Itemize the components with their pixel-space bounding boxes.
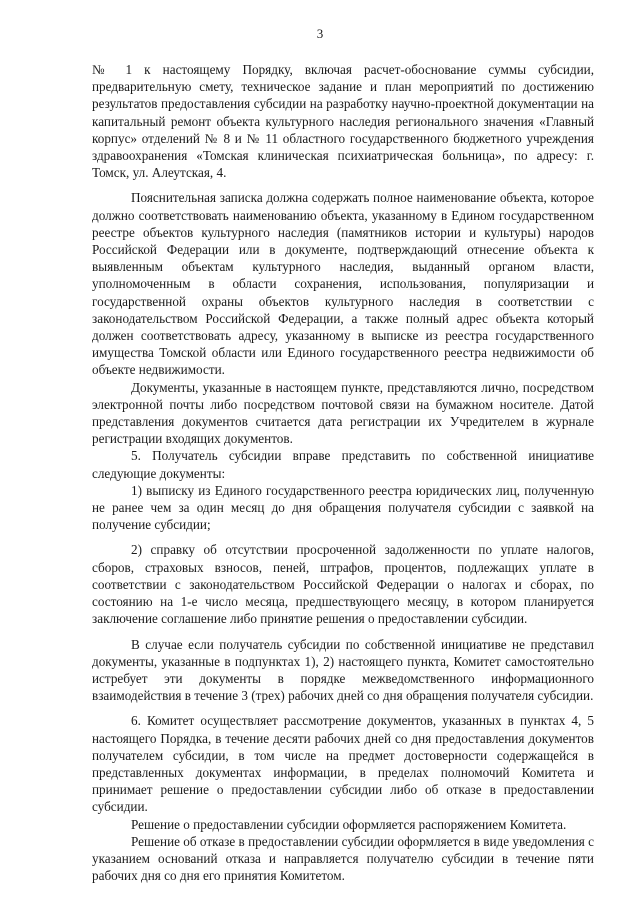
document-body: [92, 61, 594, 884]
paragraph-committee-request: В случае если получатель субсидии по собственной инициативе не представил документы, указанные в подпунктах 1), 2) настоящего пункта, Комитет самостоятельно истребует эти документы в порядке межведомственного информационного взаимодействия в течение 3 (трех) рабочих дней со дня обращения получателя субсидии.: [92, 636, 594, 704]
paragraph-explanatory-note: Пояснительная записка должна содержать полное наименование объекта, которое должно соответствовать наименованию объекта, указанному в Едином государственном реестре объектов культурного наследия (памятников истории и культуры) народов Российской Федерации или в документе, подтверждающий отнесение объекта к выявленным объектам культурного наследия, выданный органом власти, уполномоченным в области сохранения, использования, популяризации и государственной охраны объектов культурного наследия в соответствии с законодательством Российской Федерации, а также полный адрес объекта который должен соответствовать адресу, указанному в выписке из реестра государственного имущества Томской области или Единого государственного реестра недвижимости об объекте недвижимости.: [92, 190, 594, 378]
paragraph-decision-refusal: Решение об отказе в предоставлении субсидии оформляется в виде уведомления с указанием оснований отказа и направляется получателю субсидии в течение пяти рабочих дня со дня его принятия Комитетом.: [92, 833, 594, 884]
paragraph-item-5: 5. Получатель субсидии вправе представить по собственной инициативе следующие документы:: [92, 448, 594, 481]
paragraph-subitem-2: 2) справку об отсутствии просроченной задолженности по уплате налогов, сборов, страховых взносов, пеней, штрафов, процентов, подлежащих уплате в соответствии с законодательством Российской Федерации о налогах и сборах, по состоянию на 1-е число месяца, предшествующего месяцу, в котором планируется заключение соглашение либо принятие решения о предоставлении субсидии.: [92, 542, 594, 627]
paragraph-documents-submission: Документы, указанные в настоящем пункте, представляются лично, посредством электронной почты либо посредством почтовой связи на бумажном носителе. Датой представления документов считается дата регистрации их Учредителем в журнале регистрации входящих документов.: [92, 379, 594, 447]
paragraph-decision-grant: Решение о предоставлении субсидии оформляется распоряжением Комитета.: [131, 816, 567, 832]
paragraph-continuation: № 1 к настоящему Порядку, включая расчет-обоснование суммы субсидии, предварительную смету, техническое задание и план мероприятий по достижению результатов предоставления субсидии на разработку научно-проектной документации на капитальный ремонт объекта культурного наследия регионального значения «Главный корпус» отделений № 8 и № 11 областного государственного бюджетного учреждения здравоохранения «Томская клиническая психиатрическая больница», по адресу: г. Томск, ул. Алеутская, 4.: [92, 62, 594, 181]
paragraph-subitem-1: 1) выписку из Единого государственного реестра юридических лиц, полученную не ранее чем за один месяц до дня обращения получателя субсидии с заявкой на получение субсидии;: [92, 482, 594, 533]
page-number: 3: [316, 26, 324, 41]
paragraph-item-6: 6. Комитет осуществляет рассмотрение документов, указанных в пунктах 4, 5 настоящего Порядка, в течение десяти рабочих дней со дня предоставления документов получателем субсидии, в том числе на предмет достоверности содержащейся в представленных документах информации, в пределах полномочий Комитета и принимает решение о предоставлении субсидии либо об отказе в предоставлении субсидии.: [92, 713, 594, 815]
